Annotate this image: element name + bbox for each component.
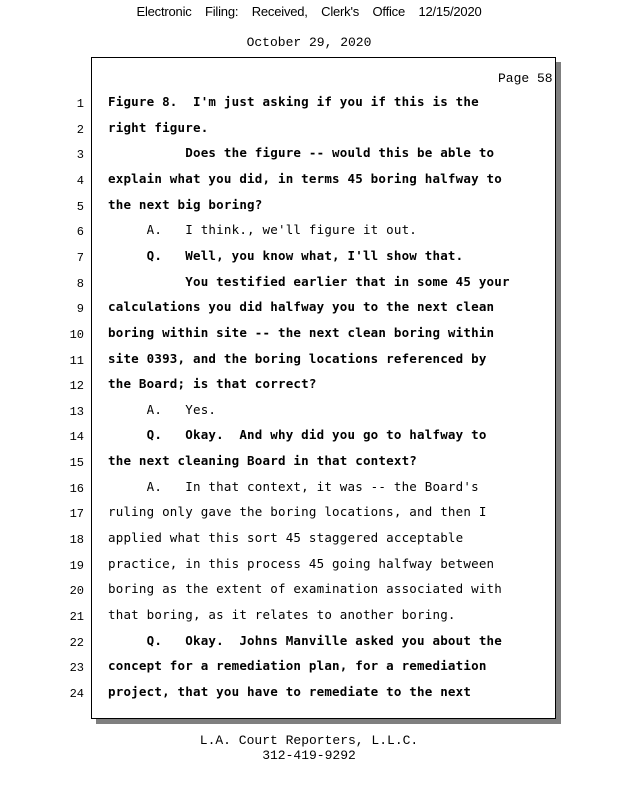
line-text: A. In that context, it was -- the Board's xyxy=(108,478,479,494)
line-number: 1 xyxy=(76,97,84,111)
line-text: calculations you did halfway you to the next clean xyxy=(108,299,495,315)
line-text: practice, in this process 45 going halfway between xyxy=(108,555,495,571)
line-number: 14 xyxy=(69,430,84,445)
transcript-line xyxy=(0,653,618,679)
transcript-line xyxy=(0,474,618,500)
footer xyxy=(0,733,618,763)
line-number: 11 xyxy=(69,353,84,368)
line-text: ruling only gave the boring locations, and then I xyxy=(108,504,487,520)
transcript-line xyxy=(0,628,618,654)
transcript-line xyxy=(0,140,618,166)
stamp-word: Received, xyxy=(251,4,308,19)
line-text: A. Yes. xyxy=(108,401,217,417)
line-number: 16 xyxy=(69,481,84,496)
line-text: boring within site -- the next clean boring within xyxy=(108,324,495,340)
line-text: project, that you have to remediate to the next xyxy=(108,683,472,699)
line-number: 9 xyxy=(76,302,84,317)
line-number: 4 xyxy=(76,173,84,188)
line-number: 2 xyxy=(76,122,84,137)
line-text: the Board; is that correct? xyxy=(108,376,317,392)
transcript-line xyxy=(0,499,618,525)
line-number: 8 xyxy=(76,276,84,291)
line-text: boring as the extent of examination associated with xyxy=(108,581,503,597)
stamp-word: 12/15/2020 xyxy=(418,4,482,19)
transcript-line xyxy=(0,243,618,269)
transcript-line xyxy=(0,89,618,115)
line-text: the next cleaning Board in that context? xyxy=(108,453,418,469)
line-text: Figure 8. I'm just asking if you if this is the xyxy=(108,94,479,109)
line-number: 13 xyxy=(69,404,84,419)
line-number: 23 xyxy=(69,661,84,676)
transcript-line xyxy=(0,448,618,474)
line-number: 10 xyxy=(69,327,84,342)
line-number: 6 xyxy=(76,225,84,240)
line-number: 15 xyxy=(69,456,84,471)
line-number: 22 xyxy=(69,635,84,650)
line-number: 7 xyxy=(76,250,84,265)
line-number: 12 xyxy=(69,379,84,394)
transcript-line xyxy=(0,217,618,243)
line-text: Q. Well, you know what, I'll show that. xyxy=(108,247,464,263)
line-text: that boring, as it relates to another boring. xyxy=(108,607,456,622)
transcript-line xyxy=(0,679,618,705)
line-number: 5 xyxy=(76,199,84,214)
transcript-line xyxy=(0,576,618,602)
line-text: Does the figure -- would this be able to xyxy=(108,145,495,161)
transcript-line xyxy=(0,397,618,423)
page-number: Page 58 xyxy=(498,71,553,86)
transcript-line xyxy=(0,346,618,372)
stamp-word: Clerk's xyxy=(321,4,360,19)
line-number: 19 xyxy=(69,558,84,573)
line-number: 18 xyxy=(69,533,84,548)
reporter-phone: 312-419-9292 xyxy=(262,748,356,763)
line-text: Q. Okay. And why did you go to halfway to xyxy=(108,427,487,443)
line-number: 20 xyxy=(69,584,84,599)
line-text: site 0393, and the boring locations referenced by xyxy=(108,350,487,366)
line-text: right figure. xyxy=(108,119,209,135)
transcript-line xyxy=(0,115,618,141)
filing-stamp xyxy=(0,4,618,19)
transcript-line xyxy=(0,371,618,397)
line-number: 24 xyxy=(69,686,84,701)
transcript-line xyxy=(0,294,618,320)
line-number: 3 xyxy=(76,148,84,163)
transcript-date: October 29, 2020 xyxy=(246,35,372,50)
transcript-line xyxy=(0,269,618,295)
transcript-line xyxy=(0,320,618,346)
reporter-company: L.A. Court Reporters, L.L.C. xyxy=(199,733,419,748)
line-text: Q. Okay. Johns Manville asked you about the xyxy=(108,632,503,648)
stamp-word: Office xyxy=(372,4,406,19)
transcript-line xyxy=(0,602,618,628)
transcript-line xyxy=(0,166,618,192)
transcript-line xyxy=(0,551,618,577)
line-text: You testified earlier that in some 45 your xyxy=(108,273,510,289)
line-number: 17 xyxy=(69,507,84,522)
transcript-line xyxy=(0,422,618,448)
line-text: concept for a remediation plan, for a remediation xyxy=(108,658,487,674)
line-number: 21 xyxy=(69,610,84,624)
transcript-line xyxy=(0,525,618,551)
stamp-word: Electronic xyxy=(136,4,192,19)
line-text: applied what this sort 45 staggered acceptable xyxy=(108,530,464,546)
stamp-word: Filing: xyxy=(205,4,239,19)
line-text: A. I think., we'll figure it out. xyxy=(108,222,418,238)
line-text: the next big boring? xyxy=(108,196,263,212)
transcript-line xyxy=(0,192,618,218)
line-text: explain what you did, in terms 45 boring halfway to xyxy=(108,170,503,186)
